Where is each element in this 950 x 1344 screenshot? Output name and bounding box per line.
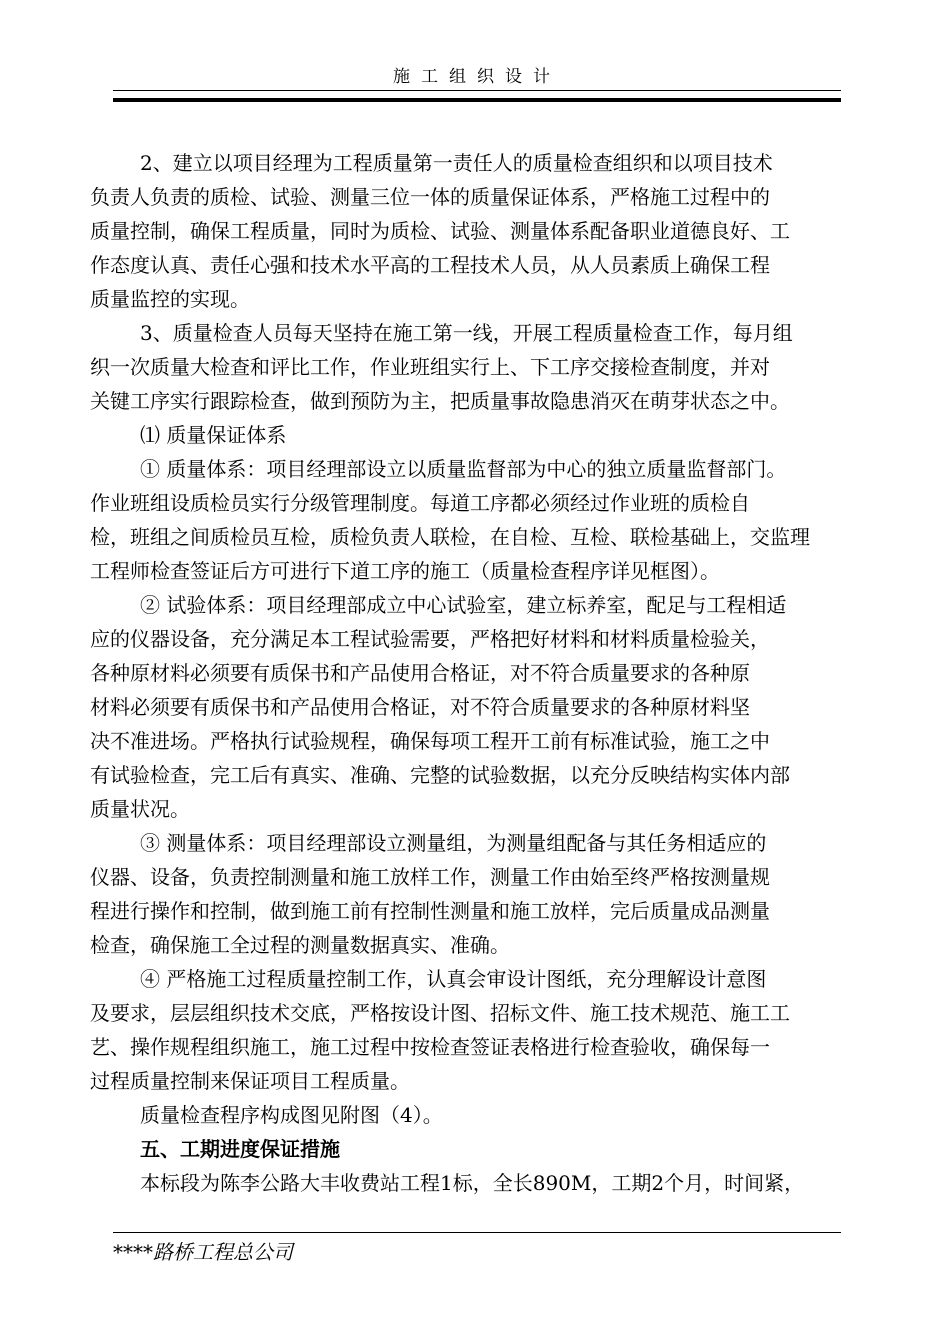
section-heading: 五、工期进度保证措施	[140, 1137, 340, 1161]
text-line: 质量控制，确保工程质量，同时为质检、试验、测量体系配备职业道德良好、工	[90, 219, 790, 243]
text-line: 各种原材料必须要有质保书和产品使用合格证，对不符合质量要求的各种原	[90, 661, 750, 685]
text-line: 有试验检查，完工后有真实、准确、完整的试验数据，以充分反映结构实体内部	[90, 763, 790, 787]
text-line: 质量检查程序构成图见附图（4）。	[140, 1103, 443, 1127]
document-body	[90, 146, 850, 1200]
text-line: 及要求，层层组织技术交底，严格按设计图、招标文件、施工技术规范、施工工	[90, 1001, 790, 1025]
text-line: 工程师检查签证后方可进行下道工序的施工（质量检查程序详见框图）。	[90, 559, 720, 583]
text-line: 本标段为陈李公路大丰收费站工程1标，全长890M，工期2个月，时间紧，	[140, 1171, 805, 1195]
footer-rule	[113, 1232, 841, 1233]
text-line: ③ 测量体系：项目经理部设立测量组，为测量组配备与其任务相适应的	[140, 831, 767, 855]
header-rule-thick	[113, 98, 841, 102]
text-line: 作业班组设质检员实行分级管理制度。每道工序都必须经过作业班的质检自	[90, 491, 750, 515]
text-line: 织一次质量大检查和评比工作，作业班组实行上、下工序交接检查制度，并对	[90, 355, 770, 379]
text-line: 2、建立以项目经理为工程质量第一责任人的质量检查组织和以项目技术	[140, 151, 773, 175]
text-line: 检查，确保施工全过程的测量数据真实、准确。	[90, 933, 510, 957]
text-line: 负责人负责的质检、试验、测量三位一体的质量保证体系，严格施工过程中的	[90, 185, 770, 209]
header-rule-thin	[113, 90, 841, 91]
text-line: 关键工序实行跟踪检查，做到预防为主，把质量事故隐患消灭在萌芽状态之中。	[90, 389, 790, 413]
text-line: 仪器、设备，负责控制测量和施工放样工作，测量工作由始至终严格按测量规	[90, 865, 770, 889]
footer-company: ****路桥工程总公司	[113, 1240, 293, 1264]
text-line: 艺、操作规程组织施工，施工过程中按检查签证表格进行检查验收，确保每一	[90, 1035, 770, 1059]
text-line: ⑴ 质量保证体系	[140, 423, 287, 447]
text-line: 应的仪器设备，充分满足本工程试验需要，严格把好材料和材料质量检验关，	[90, 627, 770, 651]
text-line: 程进行操作和控制，做到施工前有控制性测量和施工放样，完后质量成品测量	[90, 899, 770, 923]
text-line: 材料必须要有质保书和产品使用合格证，对不符合质量要求的各种原材料坚	[90, 695, 750, 719]
text-line: 过程质量控制来保证项目工程质量。	[90, 1069, 410, 1093]
text-line: 质量状况。	[90, 797, 190, 821]
text-line: ② 试验体系：项目经理部成立中心试验室，建立标养室，配足与工程相适	[140, 593, 787, 617]
text-line: 质量监控的实现。	[90, 287, 250, 311]
text-line: 决不准进场。严格执行试验规程，确保每项工程开工前有标准试验，施工之中	[90, 729, 770, 753]
text-line: 作态度认真、责任心强和技术水平高的工程技术人员，从人员素质上确保工程	[90, 253, 770, 277]
text-line: ① 质量体系：项目经理部设立以质量监督部为中心的独立质量监督部门。	[140, 457, 787, 481]
text-line: ④ 严格施工过程质量控制工作，认真会审设计图纸，充分理解设计意图	[140, 967, 767, 991]
text-line: 3、质量检查人员每天坚持在施工第一线，开展工程质量检查工作，每月组	[140, 321, 793, 345]
text-line: 检，班组之间质检员互检，质检负责人联检，在自检、互检、联检基础上，交监理	[90, 525, 810, 549]
page-header-title: 施工组织设计	[393, 67, 561, 87]
